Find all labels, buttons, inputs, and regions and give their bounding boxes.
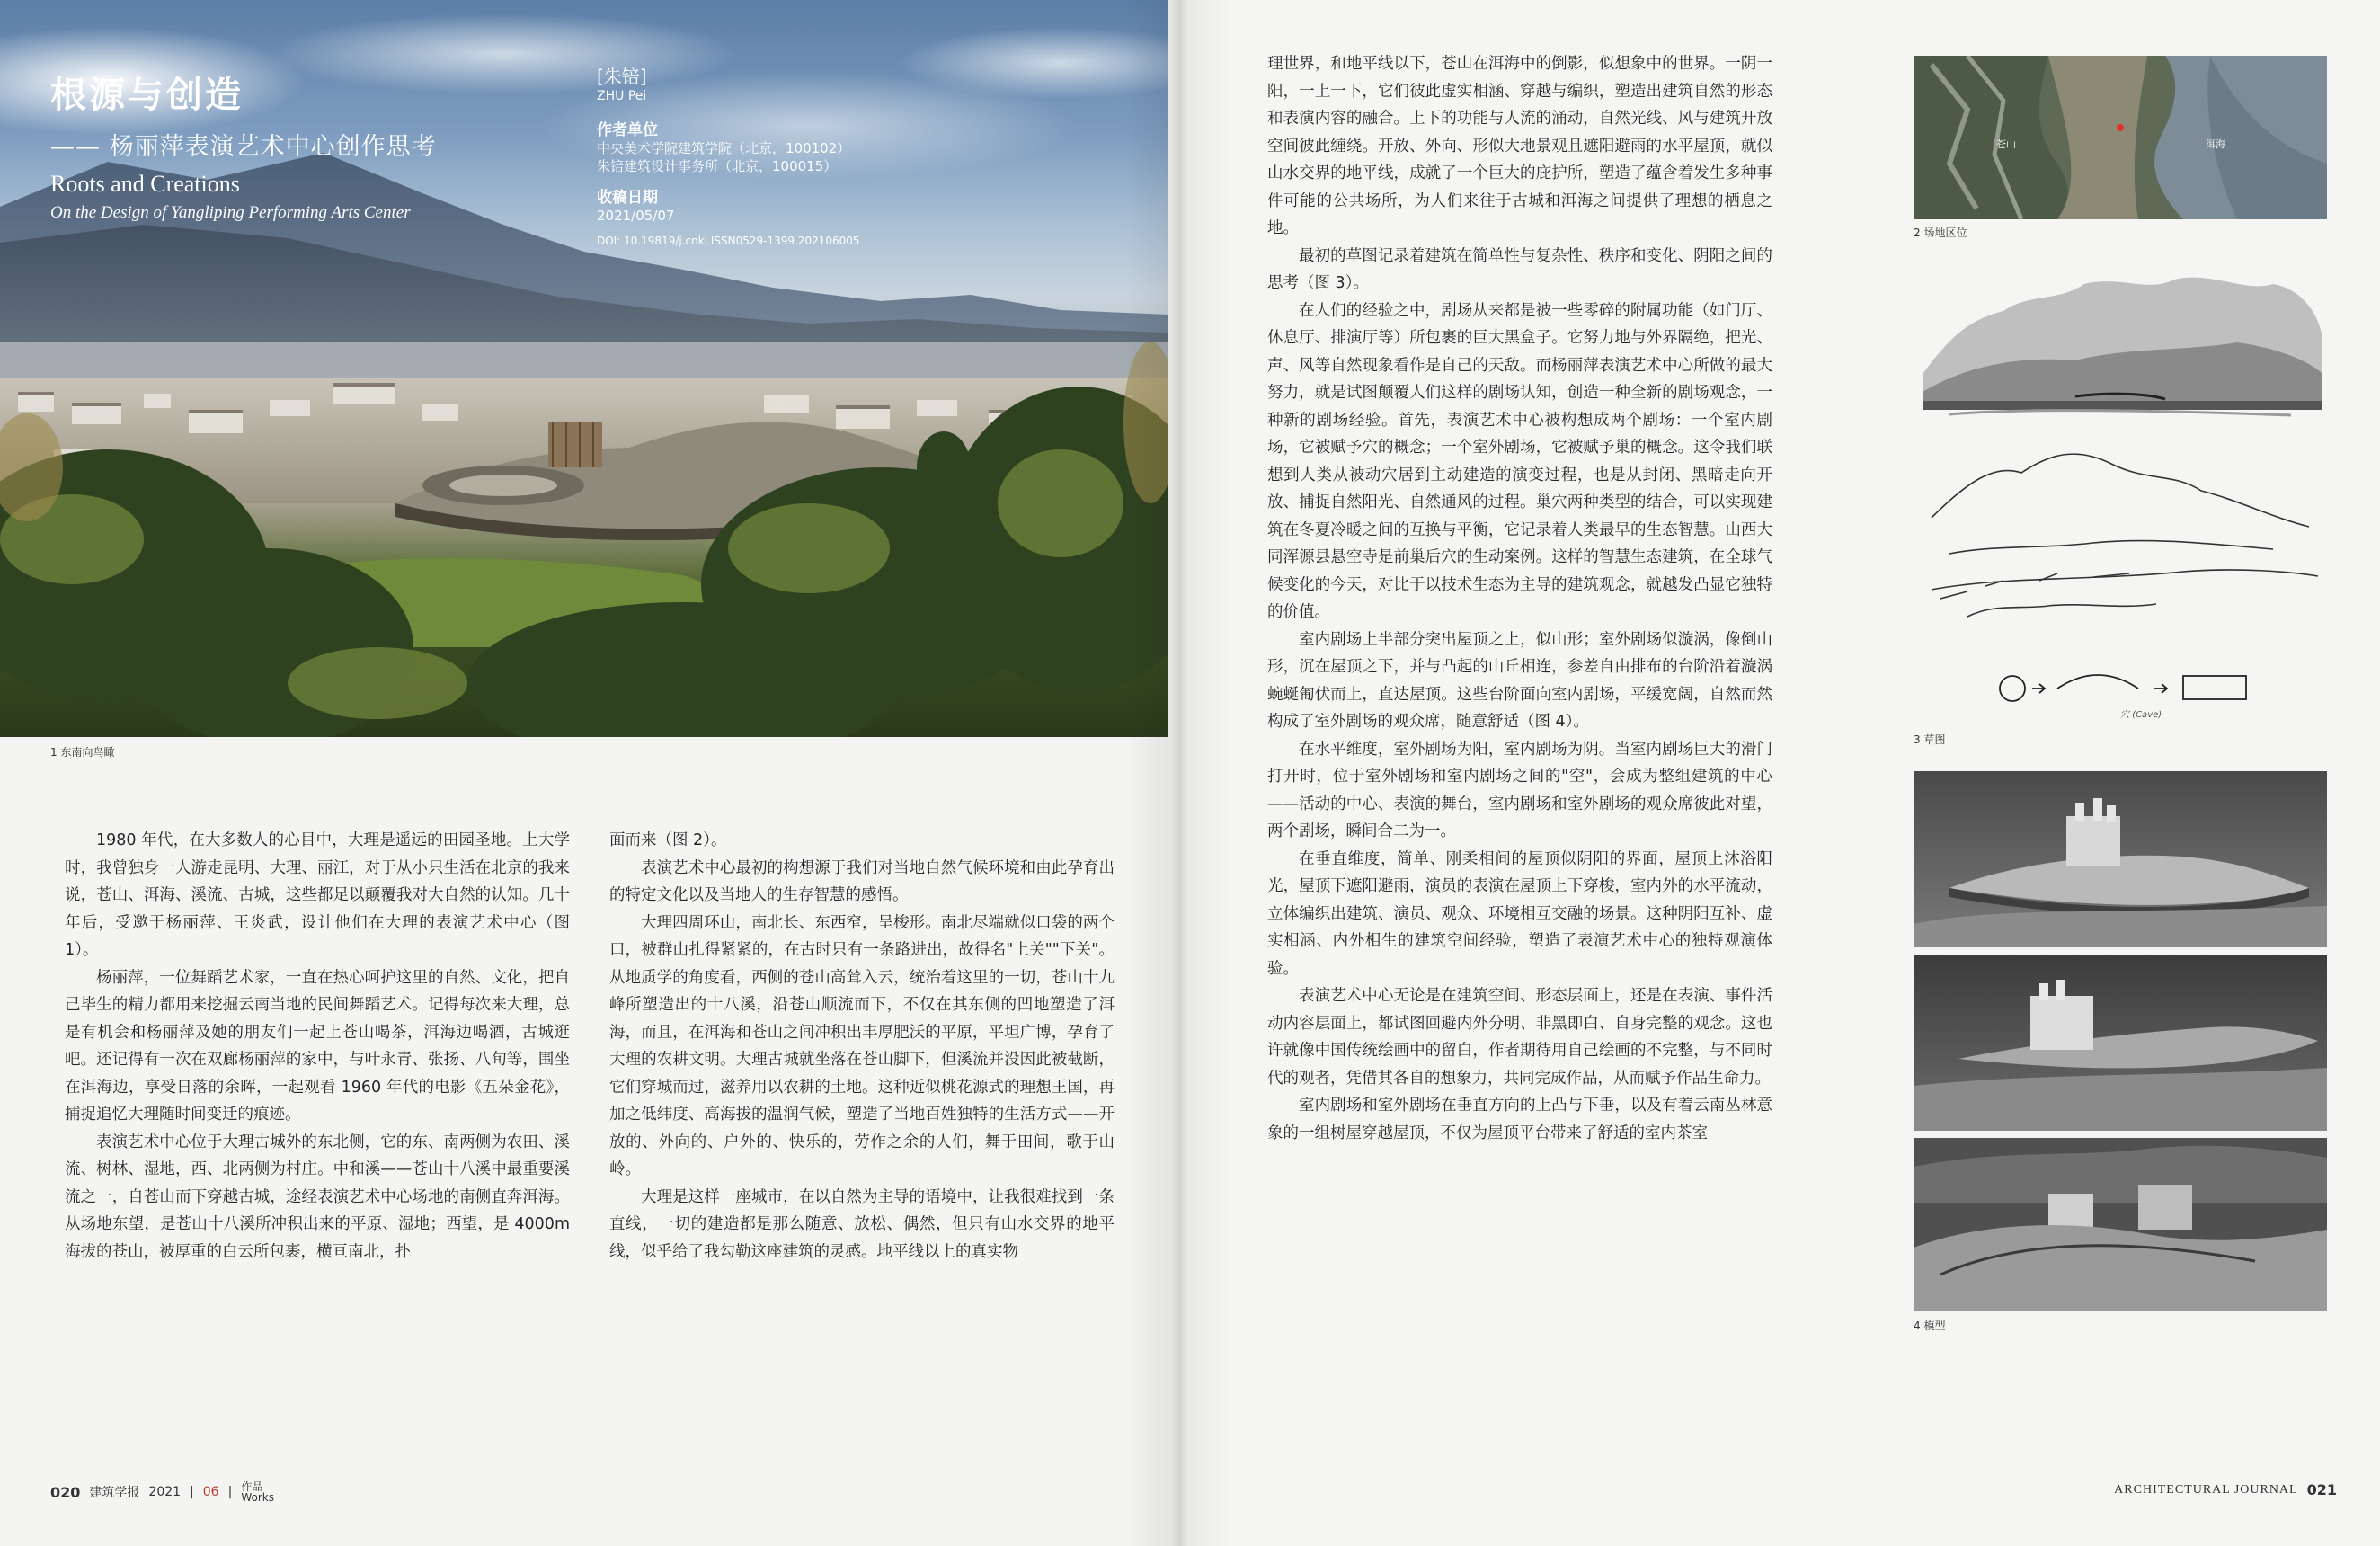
article-title-block (50, 67, 437, 223)
page-number-left: 020 (50, 1483, 81, 1501)
paragraph: 杨丽萍，一位舞蹈艺术家，一直在热心呵护这里的自然、文化，把自己毕生的精力都用来挖掘云南当地的民间舞蹈艺术。记得每次来大理，总是有机会和杨丽萍及她的朋友们一起上苍山喝茶，洱海边喝酒，古城逛吧。还记得有一次在双廊杨丽萍的家中，与叶永青、张扬、八旬等，围坐在洱海边，享受日落的余晖，一起观看 1960 年代的电影《五朵金花》，捕捉追忆大理随时间变迁的痕迹。 (65, 968, 570, 1124)
right-page (1168, 0, 2380, 1546)
map-label-cangshan: 苍山 (1996, 138, 2016, 150)
article-title-en: Roots and Creations (50, 171, 240, 197)
left-column-1 (65, 827, 570, 1266)
paragraph: 大理是这样一座城市，在以自然为主导的语境中，让我很难找到一条直线，一切的建造都是那么随意、放松、偶然，但只有山水交界的地平线，似乎给了我勾勒这座建筑的灵感。地平线以上的真实物 (609, 1187, 1115, 1261)
paragraph: 室内剧场上半部分突出屋顶之上，似山形；室外剧场似漩涡，像倒山形，沉在屋顶之下，并与凸起的山丘相连，参差自由排布的台阶沿着漩涡蜿蜒匍伏而上，直达屋顶。这些台阶面向室内剧场，平缓宽阔，自然而然构成了室外剧场的观众席，随意舒适（图 4）。 (1267, 630, 1772, 731)
paragraph: 在水平维度，室外剧场为阳，室内剧场为阴。当室内剧场巨大的滑门打开时，位于室外剧场和室内剧场之间的"空"，会成为整组建筑的中心——活动的中心、表演的舞台，室内剧场和室外剧场的观众席彼此对望，两个剧场，瞬间合二为一。 (1267, 740, 1772, 840)
sketch-note: 穴 (Cave) (2120, 710, 2162, 720)
fig1-caption: 1 东南向鸟瞰 (50, 746, 115, 759)
author-name-zh: [朱锫] (597, 66, 647, 87)
received-date-value: 2021/05/07 (597, 208, 675, 225)
paragraph: 表演艺术中心无论是在建筑空间、形态层面上，还是在表演、事件活动内容层面上，都试图回避内外分明、非黑即白、自身完整的观念。这也许就像中国传统绘画中的留白，作者期待用自己绘画的不完整，与不同时代的观者，凭借其各自的想象力，共同完成作品，从而赋予作品生命力。 (1267, 987, 1772, 1088)
section-label-zh: 作品 (241, 1480, 263, 1493)
left-footer: 020 建筑学报 2021 | 06 | 作品 Works (50, 1480, 274, 1504)
page-number-right: 021 (2306, 1481, 2337, 1498)
section-label-en: Works (241, 1491, 274, 1504)
model-photos-graphic (1914, 771, 2327, 1311)
fig2-caption: 2 场地区位 (1914, 227, 1967, 239)
sketch-graphic (1914, 257, 2327, 724)
journal-name: 建筑学报 (89, 1486, 140, 1500)
section-label (241, 1481, 274, 1503)
paragraph: 在垂直维度，简单、刚柔相间的屋顶似阴阳的界面，屋顶上沐浴阳光，屋顶下遮阳避雨，演员的表演在屋顶上下穿梭，室内外的水平流动，立体编织出建筑、演员、观众、环境相互交融的场景。这种阴阳互补、虚实相涵、内外相生的建筑空间经验，塑造了表演艺术中心的独特观演体验。 (1267, 849, 1772, 978)
paragraph: 面而来（图 2）。 (609, 831, 727, 849)
affiliation-label: 作者单位 (597, 121, 658, 140)
fig4-model-photos (1914, 771, 2327, 1311)
paragraph: 表演艺术中心最初的构想源于我们对当地自然气候环境和由此孕育出的特定文化以及当地人的生存智慧的感悟。 (609, 858, 1115, 904)
hero-photo (0, 0, 1168, 737)
right-footer (2114, 1481, 2337, 1498)
article-title-zh: 根源与创造 (50, 74, 244, 116)
satellite-map-graphic (1914, 56, 2327, 219)
left-page (0, 0, 1168, 1546)
fig4-caption: 4 模型 (1914, 1319, 1946, 1332)
paragraph: 大理四周环山，南北长、东西窄，呈梭形。南北尽端就似口袋的两个口，被群山扎得紧紧的，在古时只有一条路进出，故得名"上关""下关"。从地质学的角度看，西侧的苍山高耸入云，统治着这里的一切，苍山十九峰所塑造出的十八溪，沿苍山顺流而下，不仅在其东侧的凹地塑造了洱海，而且，在洱海和苍山之间冲积出丰厚肥沃的平原，平坦广博，孕育了大理的农耕文明。大理古城就坐落在苍山脚下，但溪流并没因此被截断，它们穿城而过，滋养用以农耕的土地。这种近似桃花源式的理想王国，再加之低纬度、高海拔的温润气候，塑造了当地百姓独特的生活方式——开放的、外向的、户外的、快乐的，劳作之余的人们，舞于田间，歌于山岭。 (609, 913, 1115, 1178)
journal-issue: 06 (202, 1485, 219, 1499)
journal-name-en: ARCHITECTURAL JOURNAL (2114, 1482, 2298, 1497)
doi-text: DOI: 10.19819/j.cnki.ISSN0529-1399.202106005 (597, 234, 860, 247)
paragraph: 最初的草图记录着建筑在简单性与复杂性、秩序和变化、阴阳之间的思考（图 3）。 (1267, 246, 1772, 292)
left-column-2 (609, 827, 1115, 1266)
fig3-sketches (1914, 257, 2327, 724)
article-subtitle-zh: —— 杨丽萍表演艺术中心创作思考 (50, 133, 437, 161)
fig3-caption: 3 草图 (1914, 733, 1946, 746)
journal-year: 2021 (148, 1485, 182, 1499)
paragraph: 理世界，和地平线以下，苍山在洱海中的倒影，似想象中的世界。一阴一阳，一上一下，它们彼此虚实相涵、穿越与编织，塑造出建筑自然的形态和表演内容的融合。上下的功能与人流的涌动，自然光线、风与建筑开放空间彼此缠绕。开放、外向、形似大地景观且遮阳避雨的水平屋顶，就似山水交界的地平线，成就了一个巨大的庇护所，塑造了蕴含着发生多种事件可能的公共场所，为人们来往于古城和洱海之间提供了理想的栖息之地。 (1267, 55, 1772, 237)
affiliation-line-1: 中央美术学院建筑学院（北京，100102） (597, 140, 851, 157)
paragraph: 室内剧场和室外剧场在垂直方向的上凸与下垂，以及有着云南丛林意象的一组树屋穿越屋顶，不仅为屋顶平台带来了舒适的室内茶室 (1267, 1097, 1772, 1142)
received-date-label: 收稿日期 (597, 189, 658, 208)
fig2-site-map (1914, 56, 2327, 219)
map-label-erhai: 洱海 (2206, 138, 2225, 150)
paragraph: 表演艺术中心位于大理古城外的东北侧，它的东、南两侧为农田、溪流、树林、湿地，西、北两侧为村庄。中和溪——苍山十八溪中最重要溪流之一，自苍山而下穿越古城，途经表演艺术中心场地的南侧直奔洱海。从场地东望，是苍山十八溪所冲积出来的平原、湿地；西望，是 4000m 海拔的苍山，被厚重的白云所包裹，横亘南北，扑 (65, 1133, 570, 1261)
right-column (1267, 50, 1772, 1147)
affiliation-line-2: 朱锫建筑设计事务所（北京，100015） (597, 157, 838, 174)
author-meta-block (597, 65, 860, 248)
paragraph: 1980 年代，在大多数人的心目中，大理是遥远的田园圣地。上大学时，我曾独身一人游走昆明、大理、丽江，对于从小只生活在北京的我来说，苍山、洱海、溪流、古城，这些都足以颠覆我对大自然的认知。几十年后，受邀于杨丽萍、王炎武，设计他们在大理的表演艺术中心（图 1）。 (65, 831, 570, 959)
article-subtitle-en: On the Design of Yangliping Performing Arts Center (50, 203, 411, 222)
author-name-en: ZHU Pei (597, 89, 647, 103)
paragraph: 在人们的经验之中，剧场从来都是被一些零碎的附属功能（如门厅、休息厅、排演厅等）所包裹的巨大黑盒子。它努力地与外界隔绝，把光、声、风等自然现象看作是自己的天敌。而杨丽萍表演艺术中心所做的最大努力，就是试图颠覆人们这样的剧场认知，创造一种全新的剧场观念，一种新的剧场经验。首先，表演艺术中心被构想成两个剧场：一个室内剧场，它被赋予穴的概念；一个室外剧场，它被赋予巢的概念。这令我们联想到人类从被动穴居到主动建造的演变过程，也是从封闭、黑暗走向开放、捕捉自然阳光、自然通风的过程。巢穴两种类型的结合，可以实现建筑在冬夏冷暖之间的互换与平衡，它记录着人类最早的生态智慧。山西大同浑源县悬空寺是前巢后穴的生动案例。这样的智慧生态建筑，在全球气候变化的今天，对比于以技术生态为主导的建筑观念，就越发凸显它独特的价值。 (1267, 301, 1772, 621)
